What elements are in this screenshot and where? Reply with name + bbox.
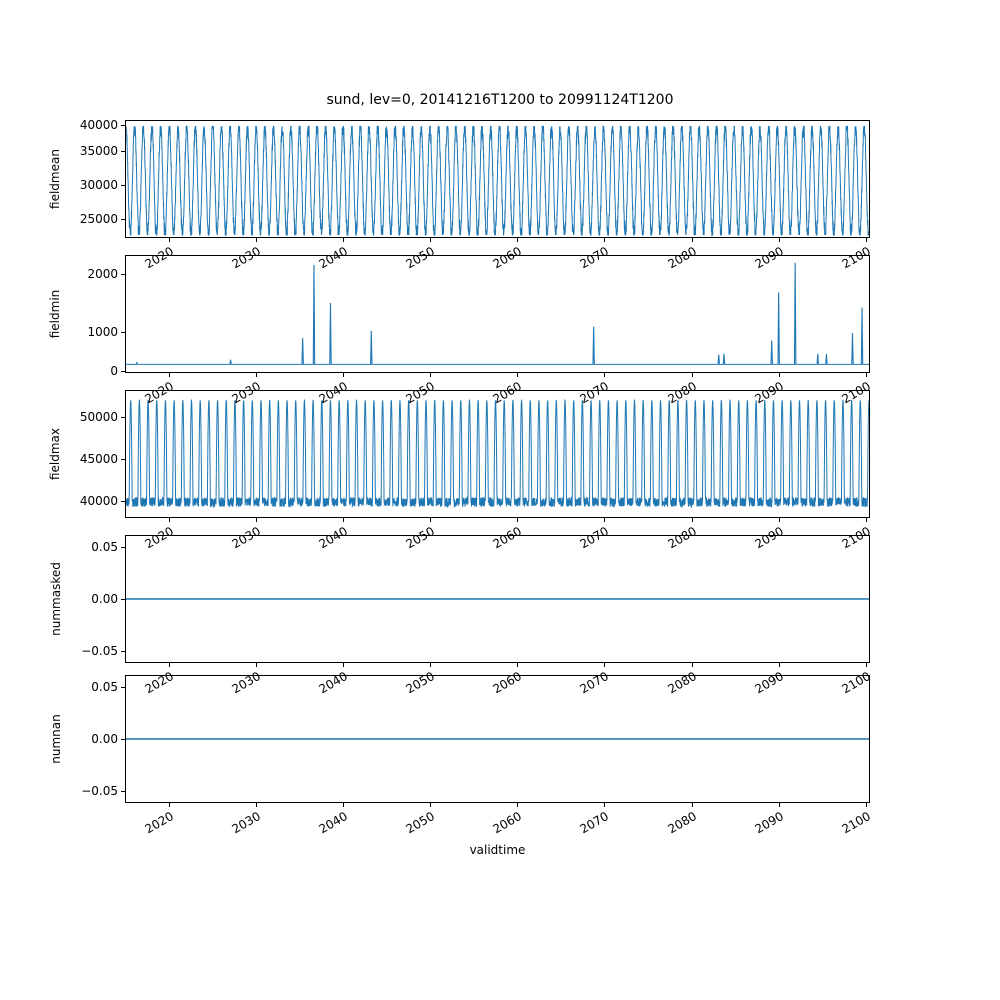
x-tick-label: 2050	[403, 379, 438, 407]
x-tick-label: 2090	[752, 809, 786, 837]
x-tick-mark	[256, 373, 257, 377]
x-tick-label: 2020	[142, 669, 176, 697]
y-tick-label: 0.00	[91, 592, 118, 606]
x-tick-label: 2090	[752, 379, 786, 407]
x-tick-mark	[866, 373, 867, 377]
x-tick-label: 2020	[142, 809, 176, 837]
plot-panel-fieldmean	[125, 120, 870, 238]
x-tick-mark	[692, 238, 693, 242]
x-tick-mark	[517, 663, 518, 667]
y-axis-label-fieldmin: fieldmin	[48, 289, 62, 339]
x-axis-label: validtime	[469, 843, 526, 857]
x-tick-mark	[169, 663, 170, 667]
y-tick-mark	[121, 687, 125, 688]
y-tick-label: 2000	[87, 267, 118, 281]
y-tick-mark	[121, 151, 125, 152]
y-tick-mark	[121, 371, 125, 372]
y-tick-label: 0.05	[91, 540, 118, 554]
plot-panel-fieldmax	[125, 390, 870, 518]
x-tick-mark	[430, 803, 431, 807]
x-tick-mark	[256, 238, 257, 242]
y-tick-label: 40000	[79, 118, 118, 132]
x-tick-mark	[256, 663, 257, 667]
x-tick-label: 2040	[316, 809, 351, 837]
y-tick-mark	[121, 274, 125, 275]
x-tick-label: 2040	[316, 524, 351, 552]
y-tick-mark	[121, 459, 125, 460]
x-tick-label: 2100	[839, 379, 873, 407]
y-tick-mark	[121, 599, 125, 600]
x-tick-mark	[343, 238, 344, 242]
plot-panel-fieldmin	[125, 255, 870, 373]
x-tick-label: 2030	[229, 379, 263, 407]
x-tick-label: 2030	[229, 809, 263, 837]
x-tick-mark	[517, 518, 518, 522]
y-tick-label: 45000	[79, 452, 118, 466]
y-axis-label-numnan: numnan	[49, 714, 63, 764]
y-tick-label: 40000	[79, 494, 118, 508]
x-tick-label: 2070	[577, 379, 612, 407]
x-tick-label: 2080	[665, 379, 699, 407]
y-tick-label: 50000	[79, 410, 118, 424]
x-tick-mark	[517, 373, 518, 377]
x-tick-mark	[169, 518, 170, 522]
x-tick-mark	[604, 518, 605, 522]
x-tick-mark	[866, 803, 867, 807]
x-tick-label: 2070	[577, 809, 612, 837]
x-tick-label: 2090	[752, 244, 786, 272]
x-tick-mark	[866, 238, 867, 242]
x-tick-mark	[779, 373, 780, 377]
x-tick-label: 2040	[316, 669, 351, 697]
x-tick-label: 2090	[752, 524, 786, 552]
x-tick-label: 2070	[577, 244, 612, 272]
x-tick-label: 2100	[839, 244, 873, 272]
x-tick-mark	[430, 518, 431, 522]
x-tick-mark	[692, 373, 693, 377]
x-tick-mark	[604, 238, 605, 242]
y-tick-mark	[121, 125, 125, 126]
x-tick-mark	[430, 238, 431, 242]
y-tick-label: 1000	[87, 325, 118, 339]
x-tick-mark	[692, 663, 693, 667]
x-tick-mark	[343, 518, 344, 522]
x-tick-mark	[430, 663, 431, 667]
x-tick-mark	[517, 238, 518, 242]
x-tick-label: 2090	[752, 669, 786, 697]
plot-panel-nummasked	[125, 535, 870, 663]
x-tick-label: 2100	[839, 524, 873, 552]
x-tick-mark	[343, 373, 344, 377]
x-tick-mark	[692, 518, 693, 522]
y-tick-mark	[121, 547, 125, 548]
y-tick-mark	[121, 332, 125, 333]
y-tick-label: 35000	[79, 144, 118, 158]
x-tick-mark	[256, 518, 257, 522]
y-tick-label: 0.00	[91, 732, 118, 746]
x-tick-label: 2030	[229, 524, 263, 552]
y-tick-mark	[121, 739, 125, 740]
y-tick-mark	[121, 791, 125, 792]
x-tick-label: 2100	[839, 669, 873, 697]
x-tick-label: 2060	[490, 524, 525, 552]
x-tick-mark	[169, 373, 170, 377]
y-tick-mark	[121, 185, 125, 186]
y-tick-label: 0.05	[91, 680, 118, 694]
chart-title: sund, lev=0, 20141216T1200 to 20991124T1200	[326, 92, 674, 108]
x-tick-mark	[604, 803, 605, 807]
x-tick-label: 2020	[142, 244, 176, 272]
x-tick-mark	[604, 373, 605, 377]
x-tick-label: 2080	[665, 809, 699, 837]
x-tick-mark	[779, 238, 780, 242]
x-tick-label: 2020	[142, 524, 176, 552]
x-tick-mark	[866, 663, 867, 667]
x-tick-label: 2050	[403, 244, 438, 272]
y-tick-mark	[121, 501, 125, 502]
x-tick-label: 2060	[490, 809, 525, 837]
x-tick-label: 2020	[142, 379, 176, 407]
x-tick-label: 2030	[229, 669, 263, 697]
y-axis-label-fieldmax: fieldmax	[48, 427, 62, 481]
y-tick-label: −0.05	[81, 644, 118, 658]
x-tick-label: 2050	[403, 669, 438, 697]
x-tick-label: 2030	[229, 244, 263, 272]
x-tick-mark	[430, 373, 431, 377]
y-axis-label-fieldmean: fieldmean	[48, 149, 62, 209]
x-tick-label: 2080	[665, 669, 699, 697]
x-tick-label: 2050	[403, 809, 438, 837]
y-tick-mark	[121, 219, 125, 220]
y-tick-mark	[121, 417, 125, 418]
x-tick-mark	[343, 663, 344, 667]
x-tick-mark	[692, 803, 693, 807]
x-tick-label: 2060	[490, 669, 525, 697]
x-tick-mark	[779, 663, 780, 667]
y-tick-label: 25000	[79, 212, 118, 226]
x-tick-label: 2050	[403, 524, 438, 552]
x-tick-mark	[779, 803, 780, 807]
y-axis-label-nummasked: nummasked	[49, 562, 63, 636]
x-tick-label: 2060	[490, 379, 525, 407]
x-tick-mark	[779, 518, 780, 522]
x-tick-mark	[343, 803, 344, 807]
x-tick-label: 2040	[316, 379, 351, 407]
x-tick-mark	[866, 518, 867, 522]
x-tick-label: 2070	[577, 524, 612, 552]
y-tick-label: −0.05	[81, 784, 118, 798]
x-tick-mark	[604, 663, 605, 667]
x-tick-label: 2080	[665, 524, 699, 552]
x-tick-label: 2040	[316, 244, 351, 272]
y-tick-label: 0	[110, 364, 118, 378]
x-tick-mark	[169, 238, 170, 242]
x-tick-label: 2100	[839, 809, 873, 837]
x-tick-label: 2060	[490, 244, 525, 272]
x-tick-label: 2070	[577, 669, 612, 697]
y-tick-label: 30000	[79, 178, 118, 192]
x-tick-mark	[256, 803, 257, 807]
x-tick-label: 2080	[665, 244, 699, 272]
x-tick-mark	[517, 803, 518, 807]
y-tick-mark	[121, 651, 125, 652]
x-tick-mark	[169, 803, 170, 807]
